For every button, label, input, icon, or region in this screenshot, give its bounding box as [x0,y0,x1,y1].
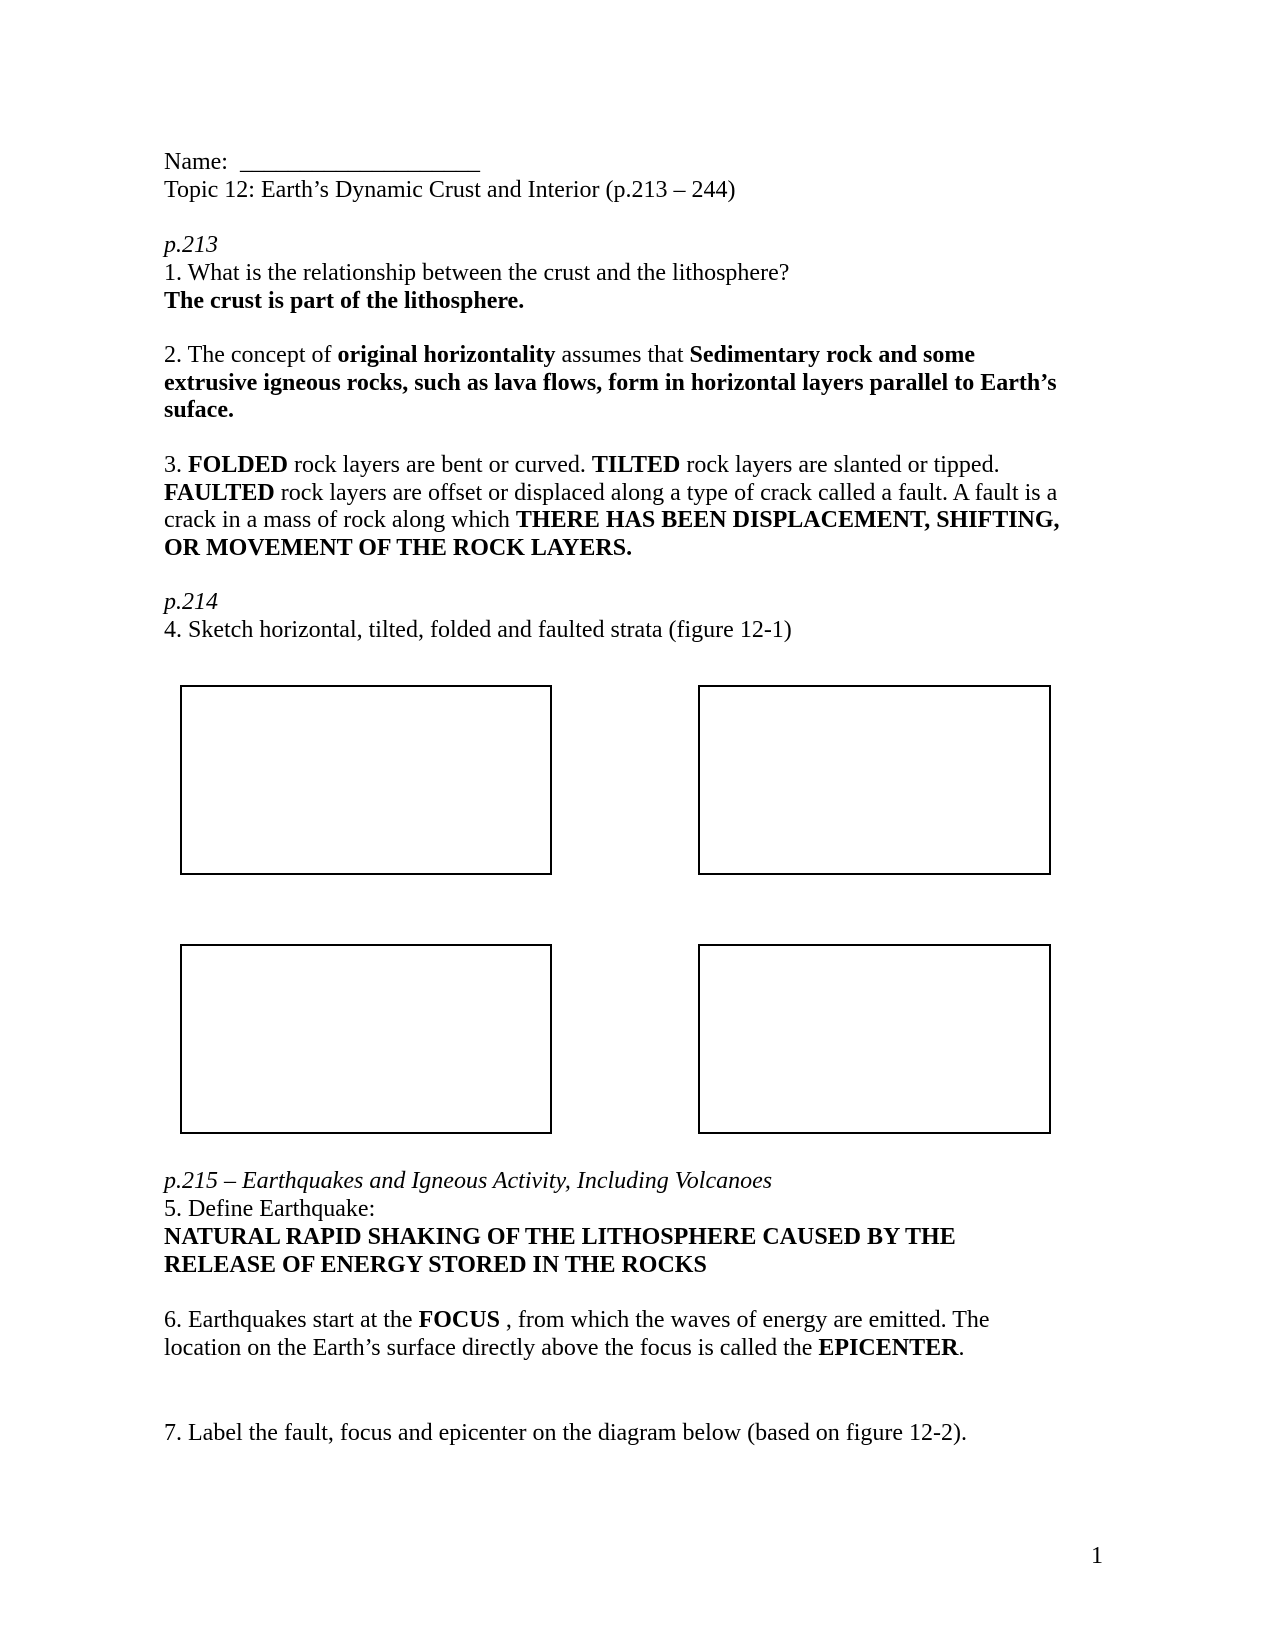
q3-faulted: FAULTED [164,480,275,506]
question-2-line-1 [164,341,975,369]
q3-tilted: TILTED [591,452,681,478]
q2-prefix: 2. The concept of [164,342,338,368]
q3-text-3: rock layers are offset or displaced along a type of crack called a fault. A fault is a [274,480,1058,506]
sketch-box-horizontal[interactable] [180,685,552,875]
q3-text-4: crack in a mass of rock along which [164,507,516,533]
page-number: 1 [1091,1543,1103,1569]
name-blank[interactable]: ____________________ [239,149,480,175]
page-ref-215: p.215 – Earthquakes and Igneous Activity, Including Volcanoes [164,1168,773,1194]
q3-answer-part-1: THERE HAS BEEN DISPLACEMENT, SHIFTING, [515,507,1060,533]
q6-text-4: . [958,1335,965,1361]
page-ref-213: p.213 [164,232,218,258]
question-6-line-2 [164,1334,964,1362]
q6-epicenter: EPICENTER [818,1335,959,1361]
page-ref-214: p.214 [164,589,218,615]
q2-mid: assumes that [555,342,690,368]
answer-1: The crust is part of the lithosphere. [164,288,525,314]
q6-text-1: 6. Earthquakes start at the [164,1307,419,1333]
sketch-box-folded[interactable] [180,944,552,1134]
name-line [164,148,480,176]
sketch-box-tilted[interactable] [698,685,1051,875]
q3-text-2: rock layers are slanted or tipped. [680,452,1000,478]
q6-focus: FOCUS [418,1307,500,1333]
q6-text-3: location on the Earth’s surface directly above the focus is called the [164,1335,819,1361]
question-5: 5. Define Earthquake: [164,1196,376,1222]
question-3-line-1 [164,451,1000,479]
question-2-line-2: extrusive igneous rocks, such as lava flows, form in horizontal layers parallel to Earth’s [164,370,1057,396]
topic-title: Topic 12: Earth’s Dynamic Crust and Interior (p.213 – 244) [164,177,736,203]
answer-5-line-1: NATURAL RAPID SHAKING OF THE LITHOSPHERE CAUSED BY THE [164,1224,956,1250]
q2-term: original horizontality [337,342,556,368]
question-4: 4. Sketch horizontal, tilted, folded and faulted strata (figure 12-1) [164,617,792,643]
question-6-line-1 [164,1306,990,1334]
q3-number: 3. [164,452,188,478]
name-label: Name: [164,149,228,175]
q3-text-1: rock layers are bent or curved. [288,452,592,478]
question-7: 7. Label the fault, focus and epicenter on the diagram below (based on figure 12-2). [164,1420,968,1446]
q6-text-2: , from which the waves of energy are emitted. The [499,1307,990,1333]
question-3-line-2 [164,479,1057,507]
question-3-line-3 [164,506,1060,534]
sketch-box-faulted[interactable] [698,944,1051,1134]
q2-answer-part-1: Sedimentary rock and some [689,342,976,368]
question-3-line-4: OR MOVEMENT OF THE ROCK LAYERS. [164,535,633,561]
question-2-line-3: suface. [164,397,234,423]
q3-folded: FOLDED [188,452,289,478]
answer-5-line-2: RELEASE OF ENERGY STORED IN THE ROCKS [164,1252,707,1278]
question-1: 1. What is the relationship between the crust and the lithosphere? [164,260,790,286]
